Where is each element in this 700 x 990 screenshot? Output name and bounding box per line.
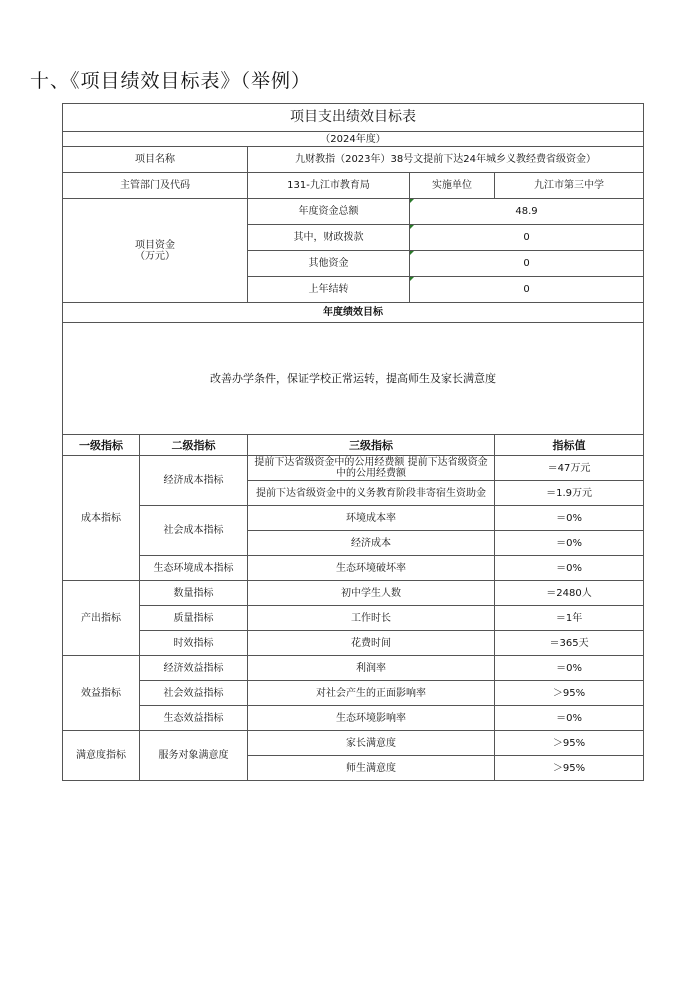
page-heading: 十、《项目绩效目标表》（举例） [30,70,312,92]
indicator-l3: 工作时长 [248,606,495,631]
col-header-level1: 一级指标 [63,435,140,456]
project-name-value: 九财教指（2023年）38号文提前下达24年城乡义教经费省级资金） [248,147,644,173]
indicator-value: ＝1.9万元 [495,481,644,506]
dept-value: 131-九江市教育局 [248,173,410,199]
indicator-l2: 时效指标 [140,631,248,656]
indicator-value: ＝0% [495,556,644,581]
indicator-value: ＝365天 [495,631,644,656]
indicator-l3: 经济成本 [248,531,495,556]
col-header-level2: 二级指标 [140,435,248,456]
indicator-value: ＝1年 [495,606,644,631]
indicator-value: ＝2480人 [495,581,644,606]
indicator-l3: 对社会产生的正面影响率 [248,681,495,706]
indicator-value: ＝0% [495,531,644,556]
fund-value: 0 [410,277,644,303]
table-year: （2024年度） [63,132,644,147]
indicator-l3: 花费时间 [248,631,495,656]
indicator-value: ＞95% [495,756,644,781]
indicator-l2: 服务对象满意度 [140,731,248,781]
funds-label [63,199,248,303]
indicator-value: ＞95% [495,681,644,706]
fund-label: 上年结转 [248,277,410,303]
fund-value: 48.9 [410,199,644,225]
indicator-l2: 社会成本指标 [140,506,248,556]
indicator-l3: 提前下达省级资金中的义务教育阶段非寄宿生资助金 [248,481,495,506]
indicator-l3: 利润率 [248,656,495,681]
indicator-l3: 提前下达省级资金中的公用经费额 提前下达省级资金中的公用经费额 [248,456,495,481]
indicator-l2: 生态环境成本指标 [140,556,248,581]
indicator-l3: 家长满意度 [248,731,495,756]
indicator-l2: 数量指标 [140,581,248,606]
fund-label: 其中，财政拨款 [248,225,410,251]
indicator-l3: 生态环境破坏率 [248,556,495,581]
indicator-l3: 师生满意度 [248,756,495,781]
indicator-l2: 生态效益指标 [140,706,248,731]
performance-target-table [62,103,644,781]
indicator-l3: 环境成本率 [248,506,495,531]
annual-goal-text: 改善办学条件，保证学校正常运转，提高师生及家长满意度 [63,323,644,435]
fund-label: 其他资金 [248,251,410,277]
indicator-l1: 成本指标 [63,456,140,581]
indicator-value: ＝47万元 [495,456,644,481]
project-name-label: 项目名称 [63,147,248,173]
indicator-l1: 效益指标 [63,656,140,731]
indicator-l2: 经济成本指标 [140,456,248,506]
indicator-l2: 经济效益指标 [140,656,248,681]
indicator-value: ＝0% [495,656,644,681]
indicator-value: ＝0% [495,506,644,531]
indicator-l3: 初中学生人数 [248,581,495,606]
dept-label: 主管部门及代码 [63,173,248,199]
funds-label-text: 项目资金 [135,239,175,251]
col-header-level3: 三级指标 [248,435,495,456]
col-header-value: 指标值 [495,435,644,456]
fund-value: 0 [410,225,644,251]
table-title: 项目支出绩效目标表 [63,104,644,132]
indicator-l2: 质量指标 [140,606,248,631]
fund-label: 年度资金总额 [248,199,410,225]
unit-label: 实施单位 [410,173,495,199]
fund-value: 0 [410,251,644,277]
indicator-l1: 产出指标 [63,581,140,656]
indicator-l2: 社会效益指标 [140,681,248,706]
indicator-l1: 满意度指标 [63,731,140,781]
unit-value: 九江市第三中学 [495,173,644,199]
annual-goal-header: 年度绩效目标 [63,303,644,323]
indicator-value: ＞95% [495,731,644,756]
indicator-l3: 生态环境影响率 [248,706,495,731]
indicator-value: ＝0% [495,706,644,731]
funds-unit-text: （万元） [135,250,175,262]
